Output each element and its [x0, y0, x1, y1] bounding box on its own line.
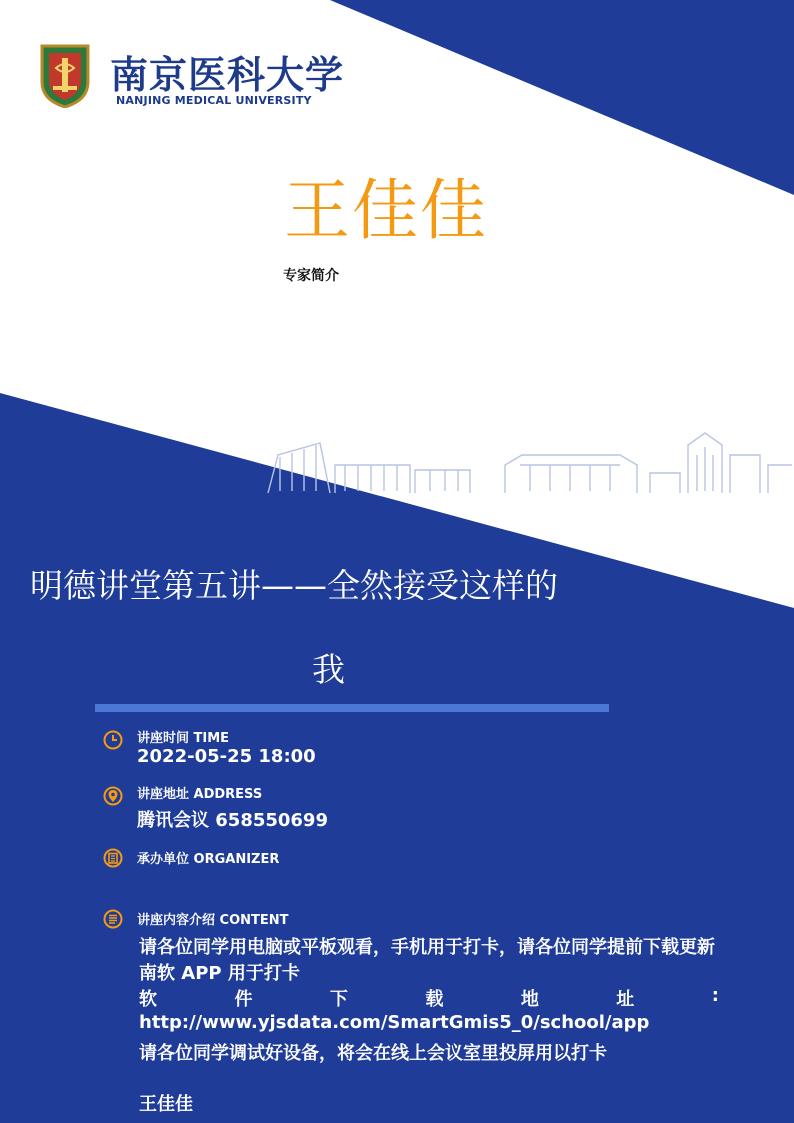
spread-char: : — [711, 985, 719, 1006]
speaker-name: 王佳佳 — [284, 172, 488, 249]
location-pin-icon — [103, 786, 123, 806]
building-icon — [103, 848, 123, 868]
content-label: 讲座内容介绍 CONTENT — [137, 913, 289, 928]
lecture-title-line2: 我 — [312, 650, 345, 689]
university-logo — [38, 42, 345, 112]
download-url: http://www.yjsdata.com/SmartGmis5_0/school/app — [139, 1012, 650, 1033]
address-value: 腾讯会议 658550699 — [137, 810, 328, 831]
content-text-line2: 南软 APP 用于打卡 — [139, 963, 300, 984]
lecture-title-line1: 明德讲堂第五讲——全然接受这样的 — [30, 566, 558, 605]
expert-intro-label: 专家简介 — [283, 268, 339, 284]
content-text-line4: 请各位同学调试好设备，将会在线上会议室里投屏用以打卡 — [139, 1043, 607, 1064]
document-list-icon — [103, 909, 123, 929]
content-text-line1: 请各位同学用电脑或平板观看，手机用于打卡，请各位同学提前下载更新 — [139, 937, 715, 958]
time-label: 讲座时间 TIME — [137, 731, 230, 746]
spread-char: 软 — [139, 989, 157, 1010]
address-label: 讲座地址 ADDRESS — [137, 787, 263, 802]
speaker-name-repeat: 王佳佳 — [139, 1094, 193, 1115]
time-value: 2022-05-25 18:00 — [137, 746, 316, 767]
spread-char: 载 — [425, 989, 444, 1010]
university-name-en: NANJING MEDICAL UNIVERSITY — [116, 94, 312, 107]
spread-char: 地 — [520, 989, 539, 1010]
university-name-cn: 南京医科大学 — [110, 52, 345, 97]
title-underline-bar — [95, 704, 609, 712]
spread-char: 件 — [234, 989, 253, 1010]
university-shield-icon — [40, 44, 90, 108]
organizer-label: 承办单位 ORGANIZER — [137, 852, 280, 867]
campus-skyline-illustration — [260, 425, 794, 495]
clock-icon — [103, 730, 123, 750]
download-address-heading — [139, 985, 719, 1011]
spread-char: 下 — [329, 989, 348, 1010]
spread-char: 址 — [616, 989, 635, 1010]
